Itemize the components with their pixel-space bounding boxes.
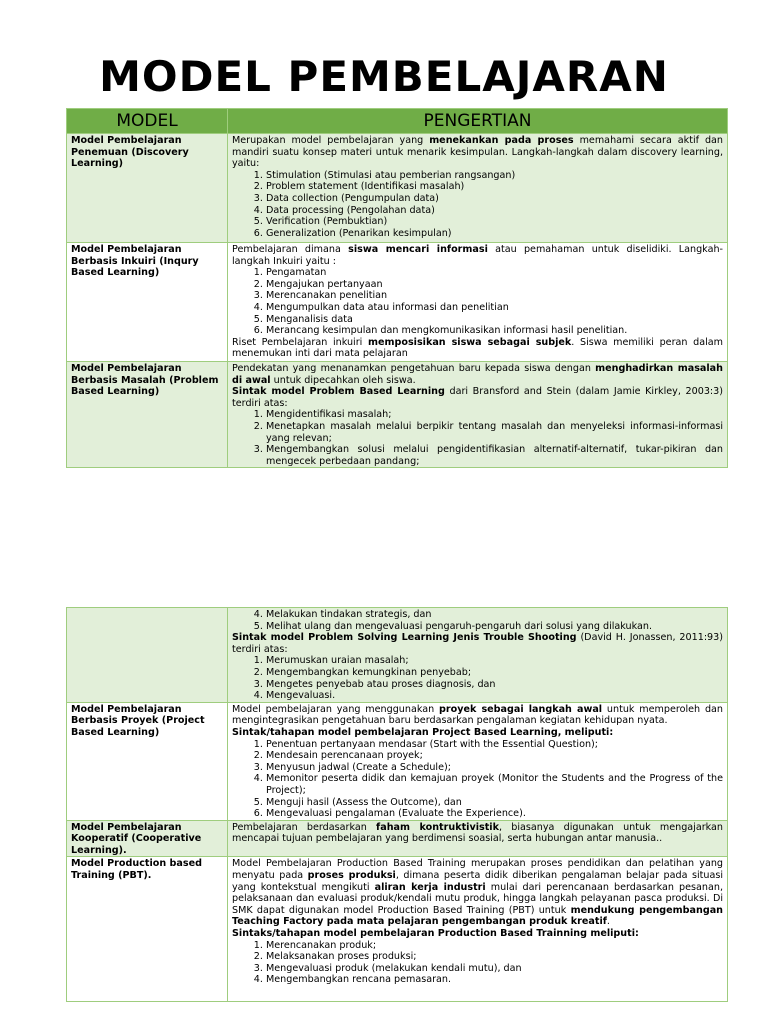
list-item: 2. Melaksanakan proses produksi; [266, 951, 723, 963]
model-name: Model Pembelajaran Berbasis Proyek (Project Based Learning) [67, 702, 228, 820]
model-description: 4. Melakukan tindakan strategis, dan 5. Melihat ulang dan mengevaluasi pengaruh-pengaruh dari solusi yang dilakukan. Sintak model Problem Solving Learning Jenis Trouble Shooting (David H. Jonassen, 2011:93) terdiri atas: 1. Merumuskan uraian masalah; 2. Mengembangkan kemungkinan penyebab; 3. Mengetes penyebab atau proses diagnosis, dan 4. Mengevaluasi. [228, 608, 728, 703]
list-item: 5. Melihat ulang dan mengevaluasi pengaruh-pengaruh dari solusi yang dilakukan. [266, 621, 723, 633]
model-table [66, 108, 728, 468]
list-item: 4. Mengevaluasi. [266, 690, 723, 702]
step-list [232, 655, 723, 701]
header-pengertian: PENGERTIAN [228, 109, 728, 134]
list-item: 2. Mengembangkan kemungkinan penyebab; [266, 667, 723, 679]
list-item: 4. Data processing (Pengolahan data) [266, 205, 723, 217]
list-item: 2. Problem statement (Identifikasi masalah) [266, 181, 723, 193]
model-description: Pembelajaran berdasarkan faham kontruktivistik, biasanya digunakan untuk mengajarkan mencapai tujuan pembelajaran yang berdimensi soasial, serta hubungan antar manusia.. [228, 820, 728, 857]
step-list [232, 739, 723, 820]
table-row [67, 820, 728, 857]
step-list [232, 267, 723, 337]
list-item: 5. Menguji hasil (Assess the Outcome), dan [266, 797, 723, 809]
list-item: 1. Penentuan pertanyaan mendasar (Start with the Essential Question); [266, 739, 723, 751]
model-description: Model Pembelajaran Production Based Training merupakan proses pendidikan dan pelatihan yang menyatu pada proses produksi, dimana peserta didik diberikan pengalaman belajar pada situasi yang kontekstual mengikuti aliran kerja industri mulai dari perencanaan berdasarkan pesanan, pelaksanaan dan evaluasi produk/kendali mutu produk, hingga langkah pelayanan pasca produksi. Di SMK dapat digunakan model Production Based Training (PBT) untuk mendukung pengembangan Teaching Factory pada mata pelajaran pengembangan produk kreatif. Sintaks/tahapan model pembelajaran Production Based Trainning meliputi: 1. Merencanakan produk; 2. Melaksanakan proses produksi; 3. Mengevaluasi produk (melakukan kendali mutu), dan 4. Mengembangkan rencana pemasaran. [228, 857, 728, 1002]
list-item: 4. Mengembangkan rencana pemasaran. [266, 974, 723, 986]
step-list [232, 609, 723, 632]
model-table-continued [66, 607, 728, 1002]
list-item: 3. Mengembangkan solusi melalui pengidentifikasian alternatif-alternatif, tukar-pikiran dan mengecek perbedaan pandang; [266, 444, 723, 467]
model-description: Merupakan model pembelajaran yang menekankan pada proses memahami secara aktif dan mandiri suatu konsep materi untuk menarik kesimpulan. Langkah-langkah dalam discovery learning, yaitu: 1. Stimulation (Stimulasi atau pemberian rangsangan) 2. Problem statement (Identifikasi masalah) 3. Data collection (Pengumpulan data) 4. Data processing (Pengolahan data) 5. Verification (Pembuktian) 6. Generalization (Penarikan kesimpulan) [228, 134, 728, 243]
table-row [67, 243, 728, 362]
header-model: MODEL [67, 109, 228, 134]
model-description: Model pembelajaran yang menggunakan proyek sebagai langkah awal untuk memperoleh dan mengintegrasikan pengetahuan baru berdasarkan pengalaman kegiatan kehidupan nyata. Sintak/tahapan model pembelajaran Project Based Learning, meliputi: 1. Penentuan pertanyaan mendasar (Start with the Essential Question); 2. Mendesain perencanaan proyek; 3. Menyusun jadwal (Create a Schedule); 4. Memonitor peserta didik dan kemajuan proyek (Monitor the Students and the Progress of the Project); 5. Menguji hasil (Assess the Outcome), dan 6. Mengevaluasi pengalaman (Evaluate the Experience). [228, 702, 728, 820]
list-item: 4. Mengumpulkan data atau informasi dan penelitian [266, 302, 723, 314]
step-list [232, 940, 723, 986]
model-name-empty [67, 608, 228, 703]
model-name: Model Pembelajaran Berbasis Inkuiri (Inqury Based Learning) [67, 243, 228, 362]
list-item: 3. Menyusun jadwal (Create a Schedule); [266, 762, 723, 774]
list-item: 4. Memonitor peserta didik dan kemajuan proyek (Monitor the Students and the Progress of the Project); [266, 773, 723, 796]
model-name: Model Pembelajaran Penemuan (Discovery Learning) [67, 134, 228, 243]
model-name: Model Production based Training (PBT). [67, 857, 228, 1002]
table-row [67, 134, 728, 243]
page-title: MODEL PEMBELAJARAN [99, 52, 669, 101]
list-item: 5. Menganalisis data [266, 314, 723, 326]
list-item: 1. Stimulation (Stimulasi atau pemberian rangsangan) [266, 170, 723, 182]
list-item: 3. Mengevaluasi produk (melakukan kendali mutu), dan [266, 963, 723, 975]
list-item: 1. Merumuskan uraian masalah; [266, 655, 723, 667]
list-item: 6. Mengevaluasi pengalaman (Evaluate the Experience). [266, 808, 723, 820]
list-item: 5. Verification (Pembuktian) [266, 216, 723, 228]
table-row [67, 857, 728, 1002]
table-row [67, 608, 728, 703]
model-name: Model Pembelajaran Berbasis Masalah (Problem Based Learning) [67, 362, 228, 468]
model-description: Pembelajaran dimana siswa mencari informasi atau pemahaman untuk diselidiki. Langkah-langkah Inkuiri yaitu : 1. Pengamatan 2. Mengajukan pertanyaan 3. Merencanakan penelitian 4. Mengumpulkan data atau informasi dan penelitian 5. Menganalisis data 6. Merancang kesimpulan dan mengkomunikasikan informasi hasil penelitian. Riset Pembelajaran inkuiri memposisikan siswa sebagai subjek. Siswa memiliki peran dalam menemukan inti dari mata pelajaran [228, 243, 728, 362]
table-header-row [67, 109, 728, 134]
table-row [67, 702, 728, 820]
model-description: Pendekatan yang menanamkan pengetahuan baru kepada siswa dengan menghadirkan masalah di awal untuk dipecahkan oleh siswa. Sintak model Problem Based Learning dari Bransford and Stein (dalam Jamie Kirkley, 2003:3) terdiri atas: 1. Mengidentifikasi masalah; 2. Menetapkan masalah melalui berpikir tentang masalah dan menyeleksi informasi-informasi yang relevan; 3. Mengembangkan solusi melalui pengidentifikasian alternatif-alternatif, tukar-pikiran dan mengecek perbedaan pandang; [228, 362, 728, 468]
table-row [67, 362, 728, 468]
list-item: 1. Merencanakan produk; [266, 940, 723, 952]
list-item: 6. Generalization (Penarikan kesimpulan) [266, 228, 723, 240]
list-item: 2. Mendesain perencanaan proyek; [266, 750, 723, 762]
list-item: 4. Melakukan tindakan strategis, dan [266, 609, 723, 621]
list-item: 6. Merancang kesimpulan dan mengkomunikasikan informasi hasil penelitian. [266, 325, 723, 337]
model-name: Model Pembelajaran Kooperatif (Cooperative Learning). [67, 820, 228, 857]
list-item: 3. Data collection (Pengumpulan data) [266, 193, 723, 205]
list-item: 3. Mengetes penyebab atau proses diagnosis, dan [266, 679, 723, 691]
list-item: 1. Pengamatan [266, 267, 723, 279]
step-list [232, 170, 723, 240]
list-item: 1. Mengidentifikasi masalah; [266, 409, 723, 421]
list-item: 2. Menetapkan masalah melalui berpikir tentang masalah dan menyeleksi informasi-informasi yang relevan; [266, 421, 723, 444]
step-list [232, 409, 723, 467]
list-item: 2. Mengajukan pertanyaan [266, 279, 723, 291]
list-item: 3. Merencanakan penelitian [266, 290, 723, 302]
